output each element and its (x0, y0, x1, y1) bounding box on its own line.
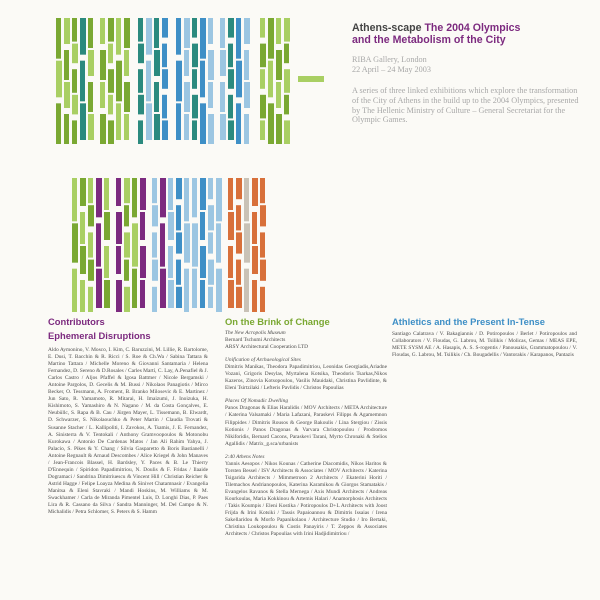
athletics-list: Santiago Calatrava / V. Bakagiannis / D. Potiropoulos / Berlet / Potiropoulos and Collaborators / V. Floudas, G. Labrou, M. Tsilikis / Molicas, Gemas / MEAS EPE, METE SYSM AE / A. Hasapis, A. S. S-rogentis / Panousakis, Grammatopoulou / V. Floudas, G. Labrou, M. Tsilikis / Ch. Bougadellis / Vantorakis / Karapanos, Pantazis (392, 331, 577, 359)
logo-bar (72, 69, 77, 93)
logo-bar (284, 69, 290, 93)
logo-hyphen (298, 76, 324, 82)
logo-bar (260, 95, 266, 119)
logo-bar (208, 287, 213, 308)
section-athens-notes (225, 454, 387, 539)
athletics-column (392, 316, 577, 359)
logo-bar (252, 246, 258, 274)
logo-bar (220, 82, 225, 112)
logo-bar (260, 232, 265, 257)
logo-bar (192, 269, 197, 308)
logo-bar (176, 205, 181, 230)
logo-bar (80, 18, 86, 55)
section-new-acropolis-museum (225, 330, 387, 351)
logo-bar (200, 280, 205, 308)
logo-bar (176, 232, 182, 253)
logo-bar (244, 82, 250, 108)
logo-bar (116, 178, 121, 206)
logo-bar (200, 212, 205, 240)
logo-bar (244, 223, 250, 262)
logo-bar (276, 114, 282, 144)
logo-bar (152, 232, 157, 257)
logo-bar (116, 280, 122, 312)
logo-bar (72, 18, 77, 42)
logo-bar (244, 114, 249, 144)
logo-bar (80, 280, 85, 312)
logo-bar (124, 114, 129, 140)
logo-bar (162, 120, 168, 140)
logo-bar (284, 95, 289, 115)
logo-bar (236, 287, 242, 308)
logo-bar (64, 50, 69, 80)
logo-bar (56, 61, 62, 98)
logo-bar (228, 212, 234, 240)
logo-bar (176, 103, 181, 140)
ephemeral-disruptions-heading: Ephemeral Disruptions (48, 330, 151, 341)
logo-bar (200, 103, 206, 144)
logo-bar (88, 18, 93, 48)
logo-bar (100, 50, 106, 80)
logo-bar (228, 18, 234, 38)
section-entry: Yannis Aesopos / Nikos Kounas / Catherine Diacomidis, Nikos Haritos & Torsten Bessel / ISV Architects & Associates / MOV Architects / Katerina Tsigarida Architects / Mimmetroon 2 Architects / Ekaterini Horiti / Tilemachos Andrianopoulos, Katerina Karamikou & Giorgos Stamatakis / Evangelos Ravanos & Stella Mernega / Axis Mundi Architects / Andreas Kourkoulas, Maria Kokkinou & Artemis Halari / Anamorphosis Architects / Takis Koumpis / Eleni Kostika / Potiropoulos D+L Architects with Joost Frijda & Irini Kotsiki / Tassis Papaioannou & Dimitris Issaias / Irena Sakellaridou & Morfo Papanikolaou / Architecture Studio / Iro Bertaki, Christina Loukopoulou & Costis Panayiris / T. Zeppos & Associates Architects / Christos Papoulias with Irini Hadjidimitriou / (225, 460, 387, 538)
logo-bar (146, 18, 152, 55)
section-label: 2:40 Athens Notes (225, 453, 265, 460)
section-archaeological-sites (225, 357, 387, 392)
logo-bar (140, 212, 145, 240)
logo-bar (244, 178, 249, 221)
logo-bar (200, 61, 205, 98)
logo-bar (72, 95, 78, 115)
logo-bar (132, 269, 137, 308)
logo-bar (138, 95, 144, 115)
logo-bar (152, 205, 158, 226)
logo-bar (192, 69, 197, 89)
logo-bar (88, 205, 94, 226)
logo-bar (276, 18, 281, 44)
logo-bar (200, 18, 206, 59)
section-label: Places Of Nomadic Dwelling (225, 398, 289, 405)
logo-bar (80, 178, 86, 206)
logo-bar (228, 246, 233, 278)
logo-bar (96, 223, 101, 266)
logo-bar (208, 114, 214, 144)
logo-bar (208, 50, 214, 80)
logo-bar (260, 260, 266, 281)
logo-bar (208, 232, 213, 253)
logo-bar (260, 205, 266, 226)
logo-bar (220, 50, 226, 76)
logo-bar (100, 18, 105, 44)
logo-bar (124, 205, 129, 226)
logo-bar (276, 82, 281, 108)
logo-bar (80, 212, 85, 244)
logo-bar (216, 223, 221, 262)
section-nomadic-dwelling (225, 398, 387, 447)
logo-bar (184, 178, 189, 221)
logo-bar (208, 178, 213, 199)
logo-bar (72, 223, 78, 262)
logo-bar (208, 82, 213, 108)
logo-bar (260, 18, 265, 38)
logo-bar (162, 18, 168, 38)
logo-bar (168, 178, 173, 210)
logo-bar (108, 95, 113, 115)
brink-of-change-column (225, 316, 387, 538)
section-label: Unification of Archaeological Sites (225, 357, 301, 364)
intro-paragraph: A series of three linked exhibitions which explore the transformation of the City of Athens in the build up to the 2004 Olympics, presented by The Hellenic Ministry of Culture – General Secretariat for the Olympic Games. (352, 86, 579, 125)
logo-bar (216, 269, 222, 312)
logo-bar (228, 120, 234, 140)
logo-bar (146, 103, 152, 140)
logo-bar (140, 280, 145, 308)
logo-bar (228, 44, 233, 68)
logo-bar (260, 178, 265, 203)
logo-bar (88, 287, 93, 312)
logo-bar (260, 69, 265, 89)
logo-bar (88, 114, 94, 140)
logo-bar (268, 103, 274, 144)
logo-bar (80, 61, 85, 102)
contributors-heading: Contributors (48, 316, 105, 327)
logo-bar (220, 114, 226, 140)
logo-bar (176, 18, 181, 55)
logo-bar (116, 103, 121, 140)
logo-bar (192, 44, 198, 68)
logo-bar (124, 18, 130, 48)
logo-bar (252, 280, 257, 312)
logo-bar (152, 260, 158, 281)
logo-bar (146, 61, 151, 102)
logo-bar (236, 205, 241, 230)
logo-bar (124, 82, 130, 112)
section-entry: ARSY Architectural Cooperation LTD (225, 344, 308, 351)
section-entry: Dimitris Manikas, Theodora Papadimitriou, Leonidas Georgiadis,Ariadne Vozani, Grigoris Desylas, Myrtalena Kotsika, Theodoris Tsarkas,Nikos Kazeros, Zinovia Kotsopoulou, Vasilis Mauidaki, Christina Pavlidinte, & Eleni Tsirtzilaki / Lefteris Pavlidis / Christos Papoulias (225, 364, 387, 392)
logo-bar (192, 120, 197, 140)
logo-bar (140, 246, 146, 278)
logo-bar (72, 178, 77, 221)
logo-bar (252, 212, 257, 244)
venue (352, 55, 582, 74)
logo-bar (184, 223, 190, 262)
logo-bar (260, 44, 266, 68)
logo-bar (56, 18, 61, 59)
logo-bar (276, 50, 282, 80)
logo-bar (80, 246, 86, 274)
logo-bar (162, 44, 167, 68)
logo-bar (154, 18, 159, 48)
brink-of-change-heading: On the Brink of Change (225, 316, 330, 327)
title-line-1 (352, 22, 582, 34)
athens-scape-logo-graphic (52, 18, 328, 316)
logo-bar (80, 103, 86, 140)
logo-bar (160, 223, 165, 266)
logo-bar (138, 120, 143, 144)
logo-bar (116, 246, 121, 274)
logo-bar (244, 50, 249, 80)
logo-bar (152, 178, 157, 203)
logo-bar (88, 82, 93, 112)
logo-bar (268, 18, 274, 59)
logo-bar (192, 18, 197, 38)
logo-bar (168, 246, 173, 278)
athletics-heading: Athletics and the Present In-Tense (392, 316, 545, 327)
logo-bar (176, 260, 181, 285)
logo-bar (192, 95, 198, 119)
logo-bar (108, 120, 114, 144)
logo-bar (72, 120, 77, 144)
logo-bar (88, 232, 93, 257)
logo-bar (72, 269, 77, 312)
logo-bar (228, 280, 234, 308)
logo-bar (124, 260, 129, 281)
logo-bar (96, 178, 102, 217)
logo-bar (104, 246, 109, 278)
logo-bar (88, 260, 94, 281)
logo-bar (236, 61, 242, 98)
logo-bar (176, 287, 182, 308)
logo-bar (260, 120, 265, 140)
logo-bar (100, 114, 106, 144)
logo-bar (176, 178, 182, 199)
logo-bar (160, 269, 166, 308)
logo-bar (116, 212, 122, 244)
section-entry: Bernard Tschumi Architects (225, 337, 286, 344)
logo-bar (104, 212, 110, 240)
logo-bar (132, 223, 138, 266)
logo-bar (284, 120, 290, 144)
logo-bar (56, 103, 61, 144)
logo-bar (184, 50, 189, 76)
logo-bar (200, 178, 206, 210)
logo-bar (228, 69, 234, 89)
logo-bar (220, 18, 225, 48)
logo-bar (162, 95, 167, 119)
logo-bar (124, 50, 129, 76)
brand-name: Athens-scape (352, 22, 422, 34)
logo-bar (108, 44, 113, 64)
logo-bar (124, 232, 130, 257)
logo-bar (184, 114, 189, 140)
logo-bar (284, 18, 290, 42)
logo-bar (208, 205, 214, 230)
logo-bar (152, 287, 157, 312)
logo-bar (228, 95, 233, 119)
logo-bar (252, 178, 258, 206)
logo-bar (88, 50, 94, 76)
logo-bar (200, 246, 206, 278)
section-entry: Panos Dragonas & Elias Haralidis / MOV Architects / META Architecture / Katerina Valsamaki / Maria Lafazani, Paraskevi Filipps & Agamemnon Filippides / Dimitris Rousos & George Bakoulis / Lina Stergiou / Zissis Kotionis / Panos Dragonas & Varvara Christopoulou / Prodromos Nikiforidis, Bernard Cacons, Paraskevi Tarani, Myrto Chronaki & Stelios Agallidis / Matrix_g.sca/urbanists (225, 405, 387, 447)
title-block (352, 22, 582, 125)
logo-bar (124, 287, 130, 312)
logo-bar (236, 18, 241, 59)
logo-bar (72, 44, 78, 64)
logo-bar (154, 114, 160, 140)
logo-bar (236, 232, 242, 253)
logo-bar (138, 18, 143, 42)
logo-bar (168, 212, 174, 240)
logo-bar (244, 269, 249, 312)
logo-bar (236, 103, 241, 144)
logo-bar (104, 280, 110, 308)
logo-bar (154, 50, 160, 76)
logo-bar (244, 18, 250, 44)
logo-bar (108, 69, 114, 93)
logo-bar (184, 18, 190, 48)
logo-bar (260, 287, 265, 312)
logo-bar (184, 82, 190, 112)
logo-bar (168, 280, 174, 308)
logo-bar (64, 114, 69, 144)
logo-bar (116, 61, 122, 102)
logo-bar (192, 178, 197, 217)
contributors-column (48, 316, 208, 516)
logo-bar (160, 178, 166, 217)
logo-bar (184, 269, 189, 312)
logo-bar (124, 178, 130, 203)
venue-location: RIBA Gallery, London (352, 55, 427, 64)
logo-bar (104, 178, 109, 210)
ephemeral-disruptions-list: Aldo Aymonino, V. Mosco, I. Kim, C. Baruzzini, M. Lillie, R. Bartolome, E. Dusi, T. Bacchin & R. Ricci / S. Roe & Ch.Wa / Sabina Tattara & Martino Tattara / Michelle Moreno & Giovanni Santamaria / Helena Fernandez, D. Sereno & D.Rosales / Carles Martí, C. Lay, A.Penafiel & J. Carlos Castro / Aljos Pfaffel & Igosa Battmer / Nicole Bergamski / Antoine Pargolos, D. Gecelis & M. Bussi / Nikolaos Panagiotis / Mirco Becker, O. Tessmann, A. Froment, B. Branko Milosevic & E. Martinez / Jun Sato, R. Yamamoto, R. Mitarai, H. Imaizumi, J. Inoizuka, H. Kishimoto, S. Yamashiro & N. Nagano / M. da Costa Gonçalves, E. Neubüllc, S. Rapa & B. Cau / Jürgen Mayer, L. Tissemann, B. Elwardt, D. Schwarzer, S. Nikolaouchko & Peter Martin / Claudia Trovati & Susanne Stacher / L. Kallipoliti, I. Zavokos, A. Tsamis, J. E. Fernandez, A. Sinisterra & V. Tentokali / Anthony Gramvoopoulos & Motonobu Kurokawa / Antonio De Cardenas Matos / Jan Ali Rahim Yahya, J. Palacio, S. Pikes & Y. Chang / Silvia Gasparetto & Boris Bastianelli / Antoine Regnault & Arnaud Descombes / Alice Kriegel & John Manaves / Jean-Francois Blassel, H. Bardsley, Y. Paces & B. Le Thierry D'Ennequin / Spiridon Papadimitriou, N. Doulis & F. Fridas / Ilaaide Dogramaci / Sandrina Dimitriuescu & Vincent Hill / Christian Reicher & Astrid Hagge / Felipe Loayza Medina & Sinivet Chatamnasir / Evangelia Manitsa & Eleni Stavraki / Mandi Hoskins, M. Williams & M. Swackhamer / Carla de Miranda Pimentel Luis, D. Longhi Dias, P. Paes Lira & R. Cassano da Silva / Sandra Manninger, M. Del Campo & N. Michalidis / Petra Schlomer, S. Peters & S. Hamm (48, 347, 208, 516)
logo-bar (116, 18, 121, 55)
logo-bar (208, 260, 214, 285)
logo-bar (236, 178, 242, 199)
logo-bar (192, 223, 198, 266)
logo-bar (138, 69, 143, 93)
logo-bar (96, 269, 102, 308)
logo-bar (108, 18, 114, 42)
logo-bar (64, 18, 70, 44)
logo-bar (284, 44, 289, 64)
logo-bar (140, 178, 146, 210)
logo-bar (132, 178, 137, 217)
venue-dates: 22 April – 24 May 2003 (352, 64, 431, 74)
logo-bar (176, 61, 182, 102)
logo-bar (154, 82, 159, 112)
logo-bar (228, 178, 233, 210)
logo-bar (208, 18, 213, 44)
logo-bar (100, 82, 105, 108)
logo-bar (162, 69, 168, 89)
section-label: The New Acropolis Museum (225, 330, 286, 336)
logo-bar (236, 260, 241, 285)
logo-bar (216, 178, 222, 221)
title-part-1: The 2004 Olympics (424, 22, 521, 34)
logo-bar (88, 178, 93, 203)
logo-bar (64, 82, 70, 108)
logo-bar (268, 61, 273, 98)
title-line-2: and the Metabolism of the City (352, 34, 506, 46)
logo-bar (138, 44, 144, 64)
